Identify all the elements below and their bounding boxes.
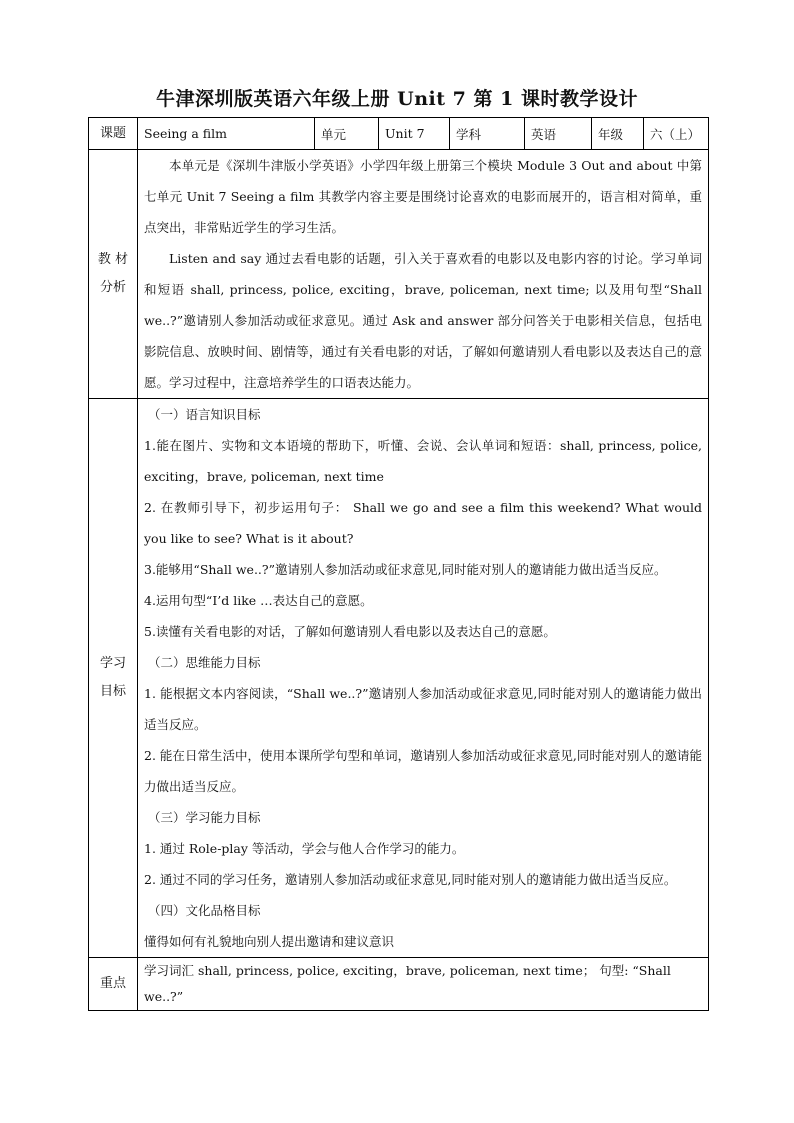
goal-section-heading: （四）文化品格目标 (148, 903, 261, 918)
goal-item: 1. 能根据文本内容阅读，“Shall we..?”邀请别人参加活动或征求意见,同时能对别人的邀请能力做出适当反应。 (144, 686, 702, 732)
goal-section-heading: （三）学习能力目标 (148, 810, 261, 825)
goal-item: 2. 能在日常生活中，使用本课所学句型和单词，邀请别人参加活动或征求意见,同时能对别人的邀请能力做出适当反应。 (144, 748, 702, 794)
analysis-row (89, 150, 709, 399)
goal-item: 5.读懂有关看电影的对话，了解如何邀请别人看电影以及表达自己的意愿。 (144, 624, 556, 639)
focus-content: 学习词汇 shall, princess, police, exciting，brave, policeman, next time； 句型: “Shall we..?” (138, 958, 709, 1011)
analysis-label-line2: 分析 (99, 280, 126, 295)
topic-value: Seeing a film (138, 118, 315, 150)
goal-item: 2. 在教师引导下，初步运用句子： Shall we go and see a film this weekend? What would you like to see? What is it about? (144, 500, 702, 546)
grade-label: 年级 (592, 118, 644, 150)
goal-item: 2. 通过不同的学习任务，邀请别人参加活动或征求意见,同时能对别人的邀请能力做出适当反应。 (144, 872, 677, 887)
goal-item: 懂得如何有礼貌地向别人提出邀请和建议意识 (144, 934, 395, 949)
goals-label-line1: 学习 (99, 656, 126, 671)
analysis-label (89, 150, 138, 399)
unit-label: 单元 (315, 118, 379, 150)
goals-content (138, 399, 709, 958)
goal-section-heading: （二）思维能力目标 (148, 655, 261, 670)
goals-row (89, 399, 709, 958)
subject-value: 英语 (525, 118, 592, 150)
goal-item: 3.能够用“Shall we..?”邀请别人参加活动或征求意见,同时能对别人的邀请能力做出适当反应。 (144, 562, 667, 577)
grade-value: 六（上） (644, 118, 709, 150)
lesson-plan-table (88, 117, 709, 1011)
unit-value: Unit 7 (379, 118, 450, 150)
goals-label-line2: 目标 (99, 684, 126, 699)
subject-label: 学科 (450, 118, 525, 150)
header-row (89, 118, 709, 150)
goal-section-heading: （一）语言知识目标 (148, 407, 261, 422)
analysis-content (138, 150, 709, 399)
goal-item: 1.能在图片、实物和文本语境的帮助下，听懂、会说、会认单词和短语：shall, princess, police, exciting，brave, policeman, next time (144, 438, 702, 484)
goal-item: 4.运用句型“I’d like …表达自己的意愿。 (144, 593, 373, 608)
goal-item: 1. 通过 Role-play 等活动，学会与他人合作学习的能力。 (144, 841, 465, 856)
analysis-paragraph: 本单元是《深圳牛津版小学英语》小学四年级上册第三个模块 Module 3 Out and about 中第七单元 Unit 7 Seeing a film 其教学内容主要是围绕讨论喜欢的电影而展开的，语言相对简单，重点突出，非常贴近学生的学习生活。 (144, 158, 702, 235)
focus-label: 重点 (89, 958, 138, 1011)
focus-row (89, 958, 709, 1011)
goals-label (89, 399, 138, 958)
analysis-paragraph: Listen and say 通过去看电影的话题，引入关于喜欢看的电影以及电影内容的讨论。学习单词和短语 shall, princess, police, exciting，brave, policeman, next time; 以及用句型“Shall we..?”邀请别人参加活动或征求意见。通过 Ask and answer 部分问答关于电影相关信息，包括电影院信息、放映时间、剧情等，通过有关看电影的对话，了解如何邀请别人看电影以及表达自己的意愿。学习过程中，注意培养学生的口语表达能力。 (144, 251, 702, 390)
page-title: 牛津深圳版英语六年级上册 Unit 7 第 1 课时教学设计 (156, 88, 638, 110)
analysis-label-line1: 教 材 (97, 252, 129, 267)
topic-label: 课题 (89, 118, 138, 150)
